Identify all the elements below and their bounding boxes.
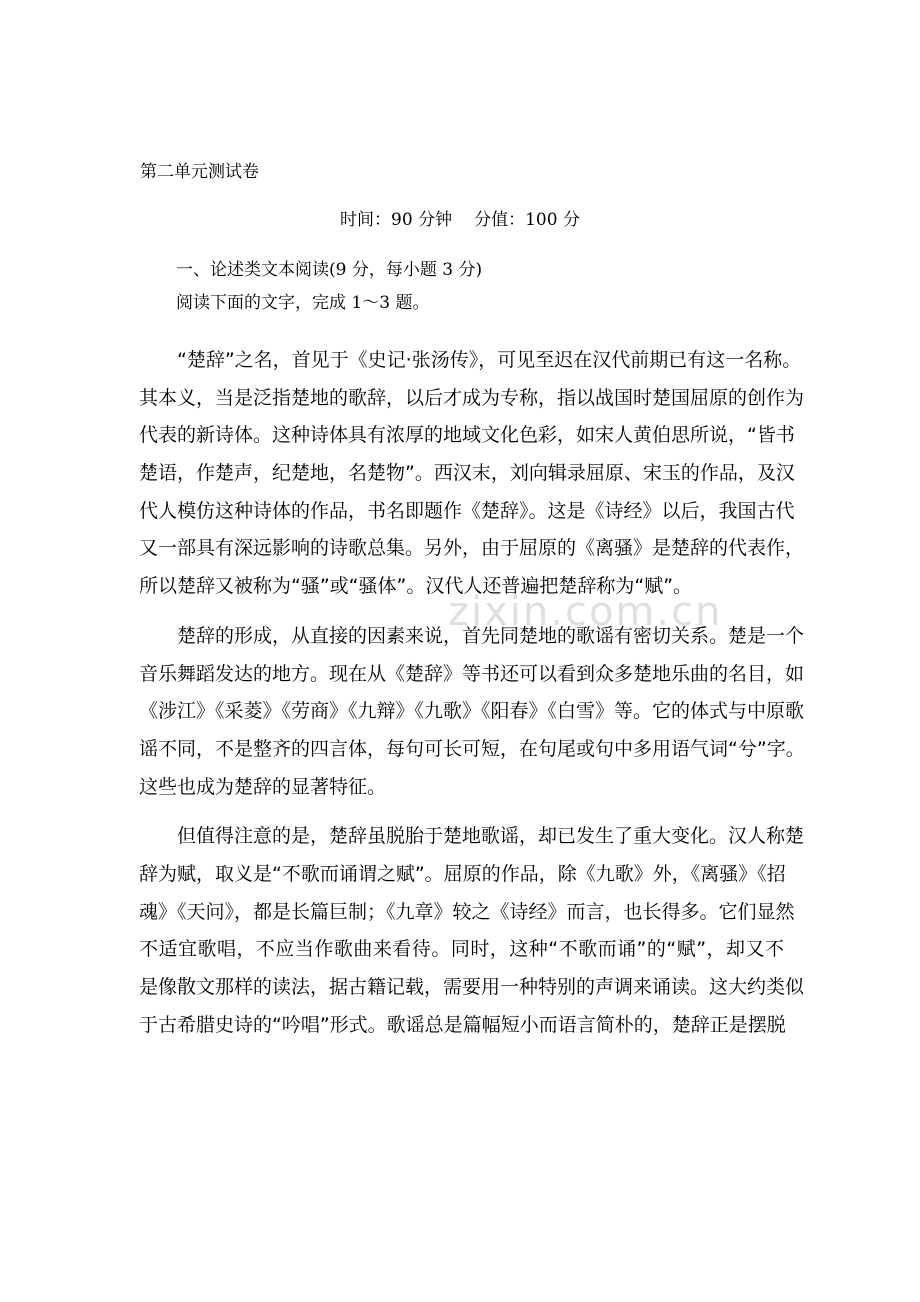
document-title: 第二单元测试卷 (140, 162, 259, 182)
watermark: zixin.com.cn (448, 589, 723, 635)
section-heading: 一、论述类文本阅读(9 分，每小题 3 分) (176, 260, 483, 280)
text-line: 是像散文那样的读法，据古籍记载，需要用一种特别的声调来诵读。这大约类似 (139, 976, 805, 998)
reading-passage (139, 342, 805, 1056)
paragraph-2 (139, 618, 805, 806)
text-line: 辞为赋，取义是“不歌而诵谓之赋”。屈原的作品，除《九歌》外，《离骚》《招 (139, 862, 786, 885)
text-line: 谣不同，不是整齐的四言体，每句可长可短，在句尾或句中多用语气词“兮”字。 (139, 737, 805, 760)
exam-score: 分值：100 分 (474, 210, 580, 230)
paragraph-3 (139, 818, 805, 1044)
text-line: 又一部具有深远影响的诗歌总集。另外，由于屈原的《离骚》是楚辞的代表作， (139, 537, 805, 560)
text-line: 不适宜歌唱，不应当作歌曲来看待。同时，这种“不歌而诵”的“赋”，却又不 (139, 938, 784, 961)
exam-meta (0, 208, 920, 232)
text-line: 代人模仿这种诗体的作品，书名即题作《楚辞》。这是《诗经》以后，我国古代 (139, 499, 795, 522)
exam-time: 时间：90 分钟 (340, 210, 453, 230)
text-line: 魂》《天问》，都是长篇巨制；《九章》较之《诗经》而言，也长得多。它们显然 (139, 900, 795, 923)
text-line: 但值得注意的是，楚辞虽脱胎于楚地歌谣，却已发生了重大变化。汉人称楚 (177, 825, 805, 848)
text-line: 楚语，作楚声，纪楚地，名楚物”。西汉末，刘向辑录屈原、宋玉的作品，及汉 (139, 462, 795, 485)
text-line: 音乐舞蹈发达的地方。现在从《楚辞》等书还可以看到众多楚地乐曲的名目，如 (139, 662, 805, 685)
text-line: 楚辞的形成，从直接的因素来说，首先同楚地的歌谣有密切关系。楚是一个 (177, 624, 805, 647)
text-line: 其本义，当是泛指楚地的歌辞，以后才成为专称，指以战国时楚国屈原的创作为 (139, 386, 805, 409)
paragraph-1 (139, 342, 805, 606)
text-line: 所以楚辞又被称为“骚”或“骚体”。汉代人还普遍把楚辞称为“赋”。 (139, 575, 693, 598)
text-line: 《涉江》《采菱》《劳商》《九辩》《九歌》《阳春》《白雪》等。它的体式与中原歌 (139, 700, 805, 723)
text-line: “楚辞”之名，首见于《史记·张汤传》，可见至迟在汉代前期已有这一名称。 (177, 349, 802, 371)
text-line: 这些也成为楚辞的显著特征。 (139, 775, 387, 798)
text-line: 于古希腊史诗的“吟唱”形式。歌谣总是篇幅短小而语言简朴的，楚辞正是摆脱 (139, 1013, 786, 1036)
text-line: 代表的新诗体。这种诗体具有浓厚的地域文化色彩，如宋人黄伯思所说，“皆书 (139, 424, 795, 447)
reading-instruction: 阅读下面的文字，完成 1～3 题。 (176, 293, 430, 313)
